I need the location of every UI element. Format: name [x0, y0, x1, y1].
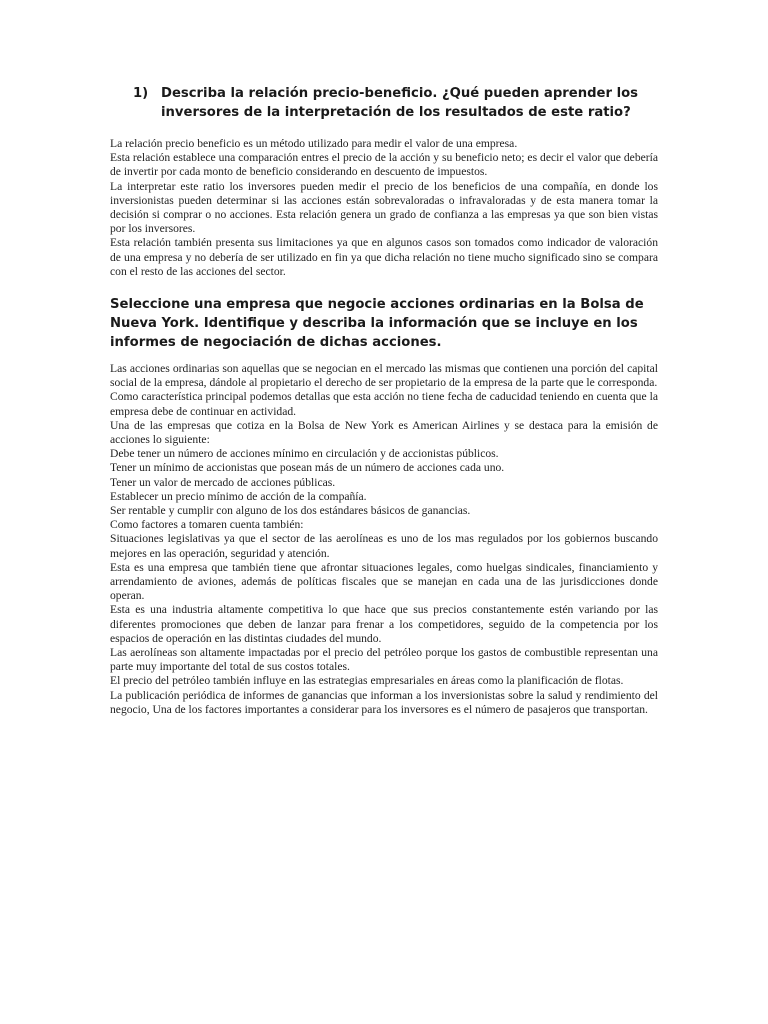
answer-1-paragraph: Esta relación establece una comparación entres el precio de la acción y su beneficio neto; es decir el valor que debería de invertir por cada monto de beneficio considerando en descuento de impuestos.: [110, 151, 658, 179]
question-1-number: 1): [133, 86, 149, 101]
answer-2-paragraph: Ser rentable y cumplir con alguno de los dos estándares básicos de ganancias.: [110, 504, 471, 518]
answer-1-paragraph: La relación precio beneficio es un método utilizado para medir el valor de una empresa.: [110, 137, 518, 150]
answer-1-paragraph: La interpretar este ratio los inversores pueden medir el precio de los beneficios de una compañía, en donde los inversionistas pueden determinar si las acciones están sobrevaloradas o infravaloradas y de esta manera tomar la decisión si comprar o no acciones. Esta relación genera un grado de confianza a las empresas ya que son bien vistas por los inversores.: [110, 179, 658, 236]
question-2-heading: Seleccione una empresa que negocie acciones ordinarias en la Bolsa de Nueva York. Identifique y describa la información que se incluye en los informes de negociación de dichas acciones.: [110, 297, 644, 350]
answer-2-paragraph: Tener un valor de mercado de acciones públicas.: [110, 475, 336, 489]
answer-2-paragraph: La publicación periódica de informes de ganancias que informan a los inversionistas sobre la salud y rendimiento del negocio, Una de los factores importantes a considerar para los inversores es el número de pasajeros que transportan.: [110, 688, 658, 716]
answer-1-paragraph: Esta relación también presenta sus limitaciones ya que en algunos casos son tomados como indicador de valoración de una empresa y no debería de ser utilizado en fin ya que dicha relación no tiene mucho significado sino se compara con el resto de las acciones del sector.: [110, 236, 658, 278]
question-1-heading: [133, 84, 653, 122]
answer-2-paragraph: Establecer un precio mínimo de acción de la compañía.: [110, 489, 367, 503]
answer-2-paragraph: Debe tener un número de acciones mínimo en circulación y de accionistas públicos.: [110, 447, 499, 461]
answer-2-body: [110, 362, 658, 717]
answer-2-paragraph: Como factores a tomaren cuenta también:: [110, 518, 304, 532]
answer-2-paragraph: Tener un mínimo de accionistas que posean más de un número de acciones cada uno.: [110, 461, 505, 475]
answer-1-body: [110, 137, 658, 279]
question-1-text: Describa la relación precio-beneficio. ¿Qué pueden aprender los inversores de la interpretación de los resultados de este ratio?: [161, 86, 639, 120]
answer-2-paragraph: El precio del petróleo también influye en las estrategias empresariales en áreas como la planificación de flotas.: [110, 674, 624, 688]
answer-2-paragraph: Las acciones ordinarias son aquellas que se negocian en el mercado las mismas que contienen una porción del capital social de la empresa, dándole al propietario el derecho de ser propietario de la empresa de la parte que le corresponda.: [110, 362, 658, 390]
answer-2-paragraph: Como característica principal podemos detallas que esta acción no tiene fecha de caducidad teniendo en cuenta que la empresa debe de continuar en actividad.: [110, 390, 658, 418]
answer-2-paragraph: Esta es una industria altamente competitiva lo que hace que sus precios constantemente estén variando por las diferentes promociones que deben de lanzar para frenar a los competidores, seguido de la competencia por los espacios de operación en las distintas ciudades del mundo.: [110, 603, 658, 645]
answer-2-paragraph: Las aerolíneas son altamente impactadas por el precio del petróleo porque los gastos de combustible representan una parte muy importante del total de sus costos totales.: [110, 646, 658, 674]
answer-2-paragraph: Situaciones legislativas ya que el sector de las aerolíneas es uno de los mas regulados por los gobiernos buscando mejores en las operación, seguridad y atención.: [110, 532, 658, 560]
answer-2-paragraph: Una de las empresas que cotiza en la Bolsa de New York es American Airlines y se destaca para la emisión de acciones lo siguiente:: [110, 418, 658, 447]
answer-2-paragraph: Esta es una empresa que también tiene que afrontar situaciones legales, como huelgas sindicales, financiamiento y arrendamiento de aviones, además de políticas fiscales que se manejan en cada una de las jurisdicciones donde operan.: [110, 560, 658, 603]
